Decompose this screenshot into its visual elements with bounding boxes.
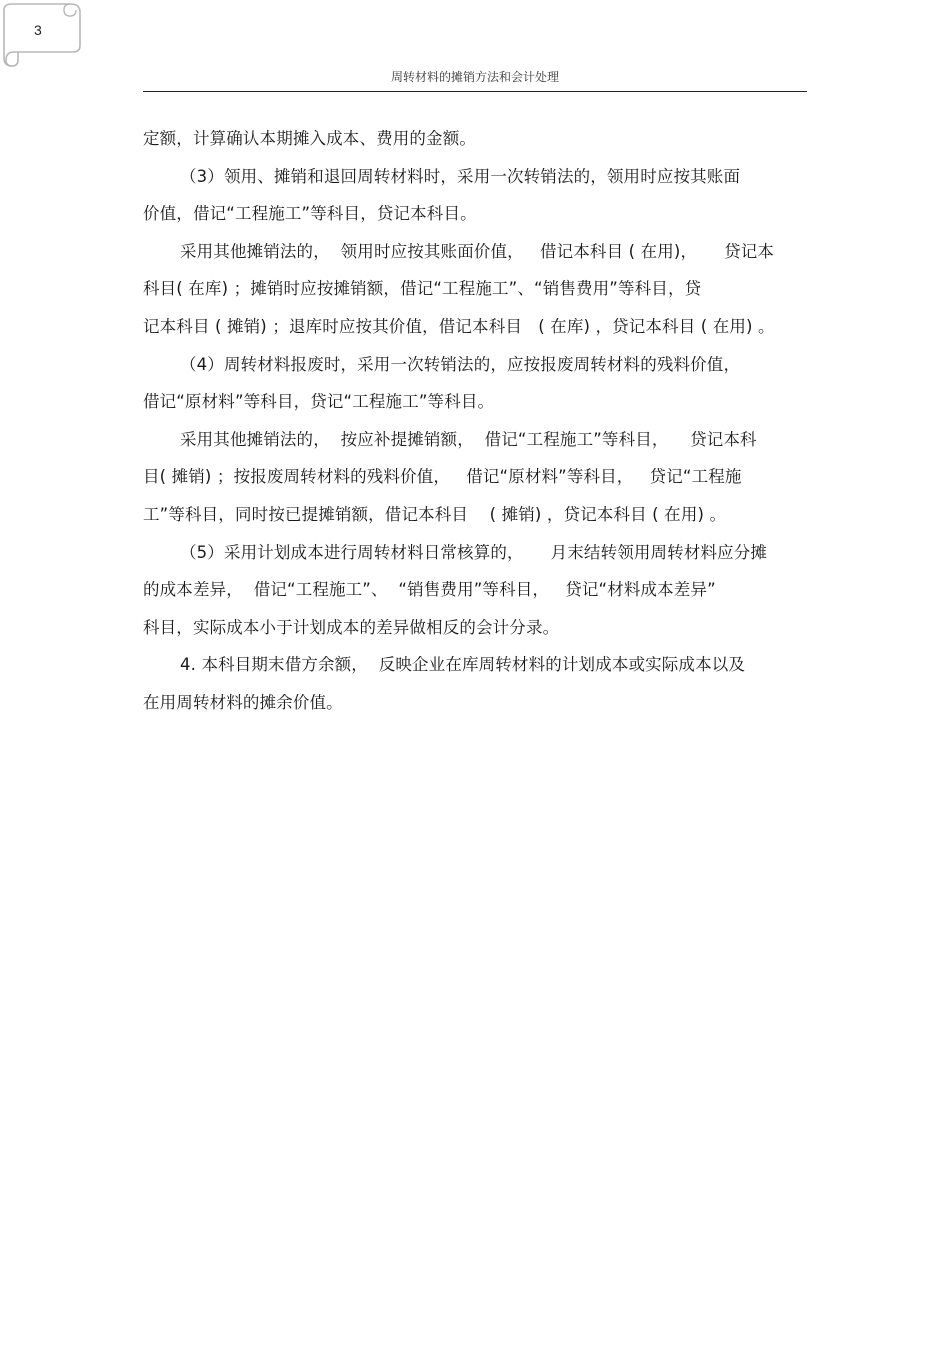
text-line: 工”等科目，同时按已提摊销额，借记本科目 ( 摊销) ，贷记本科目 ( 在用) 。: [143, 504, 727, 524]
text-line: 采用其他摊销法的， 按应补提摊销额， 借记“工程施工”等科目， 贷记本科: [180, 429, 757, 449]
page-number: 3: [34, 22, 42, 38]
text-line: （3）领用、摊销和退回周转材料时，采用一次转销法的，领用时应按其账面: [180, 166, 741, 186]
text-line: 科目，实际成本小于计划成本的差异做相反的会计分录。: [143, 617, 560, 637]
text-line: 价值，借记“工程施工”等科目，贷记本科目。: [143, 204, 477, 224]
scroll-icon: [0, 0, 90, 70]
text-line: 目( 摊销) ；按报废周转材料的残料价值， 借记“原材料”等科目， 贷记“工程施: [143, 467, 742, 487]
text-line: （5）采用计划成本进行周转材料日常核算的， 月末结转领用周转材料应分摊: [180, 542, 768, 562]
text-line: （4）周转材料报废时，采用一次转销法的，应按报废周转材料的残料价值，: [180, 354, 741, 374]
text-line: 采用其他摊销法的， 领用时应按其账面价值， 借记本科目 ( 在用)， 贷记本: [180, 241, 775, 261]
body-text: [143, 120, 808, 722]
page-number-badge: [0, 0, 90, 70]
text-line: 4. 本科目期末借方余额， 反映企业在库周转材料的计划成本或实际成本以及: [180, 655, 746, 675]
text-line: 科目( 在库) ；摊销时应按摊销额，借记“工程施工”、“销售费用”等科目，贷: [143, 279, 702, 299]
header-rule: [143, 91, 807, 92]
text-line: 的成本差异， 借记“工程施工”、 “销售费用”等科目， 贷记“材料成本差异”: [143, 580, 716, 600]
text-line: 定额，计算确认本期摊入成本、费用的金额。: [143, 129, 476, 148]
text-line: 记本科目 ( 摊销) ；退库时应按其价值，借记本科目 ( 在库) ，贷记本科目 ( 在用) 。: [143, 316, 775, 336]
text-line: 借记“原材料”等科目，贷记“工程施工”等科目。: [143, 392, 495, 412]
running-header: 周转材料的摊销方法和会计处理: [390, 70, 559, 84]
text-line: 在用周转材料的摊余价值。: [143, 692, 343, 712]
